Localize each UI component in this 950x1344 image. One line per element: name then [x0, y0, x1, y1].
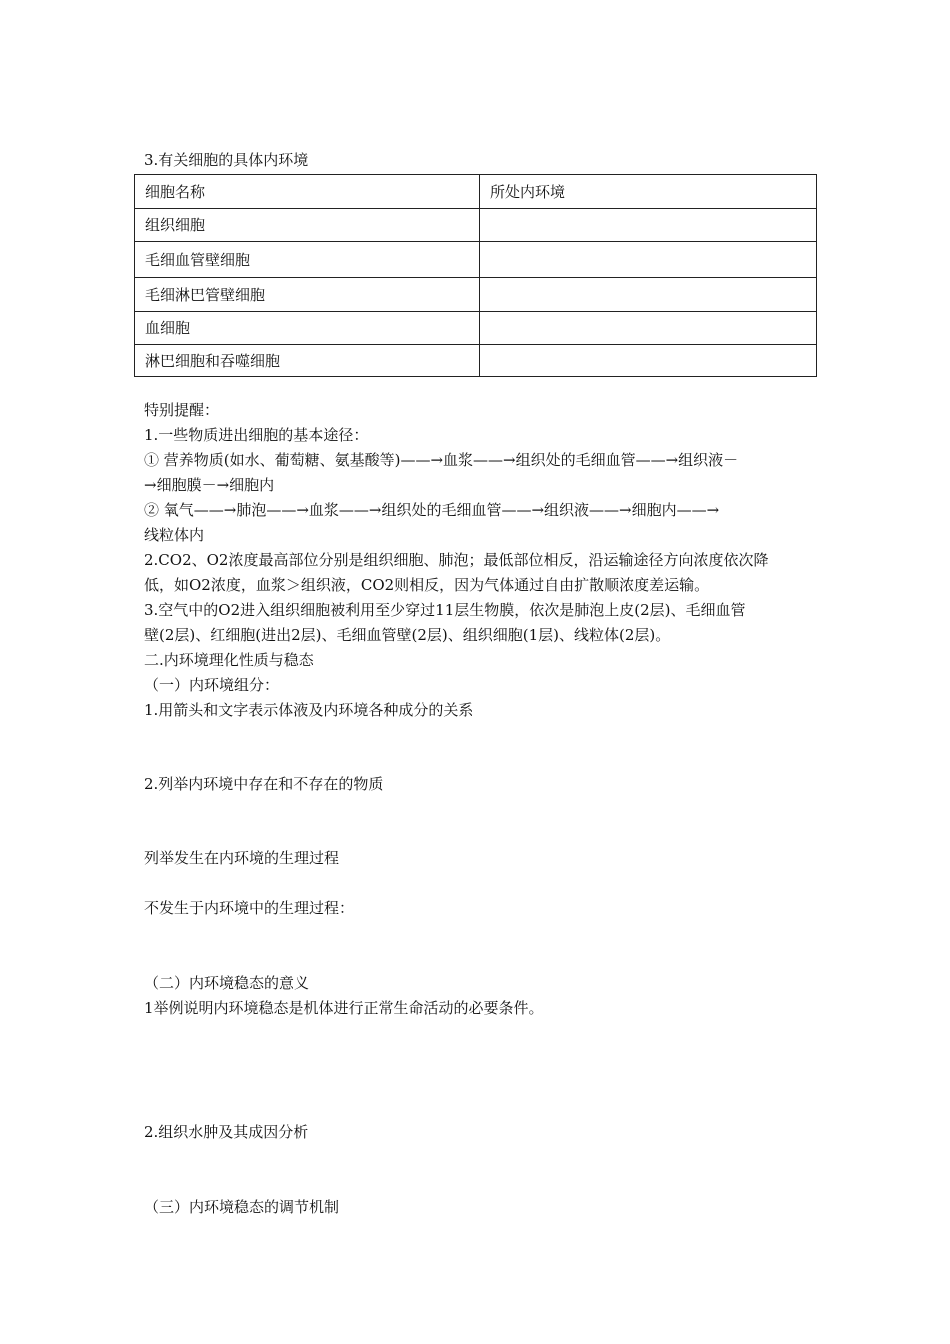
- tips-pathway: ② 氧气——→肺泡——→血浆——→组织处的毛细血管——→组织液——→细胞内——→: [144, 501, 720, 519]
- table-cell: [480, 345, 817, 377]
- tips-heading: 特别提醒：: [144, 401, 220, 419]
- table-cell: 血细胞: [135, 312, 480, 345]
- table-cell: 淋巴细胞和吞噬细胞: [135, 345, 480, 377]
- table-cell: [480, 278, 817, 312]
- cell-environment-table: [134, 174, 817, 377]
- tips-paragraph: 2.CO2、O2浓度最高部位分别是组织细胞、肺泡；最低部位相反，沿运输途径方向浓度依次降: [144, 551, 769, 569]
- question: 1.用箭头和文字表示体液及内环境各种成分的关系: [144, 701, 474, 719]
- tips-pathway: 线粒体内: [144, 526, 205, 544]
- table-cell: [480, 209, 817, 242]
- question: 不发生于内环境中的生理过程：: [144, 899, 355, 917]
- table-cell: [480, 312, 817, 345]
- tips-pathway: →细胞膜－→细胞内: [144, 476, 275, 494]
- table-row: [135, 312, 817, 345]
- table-row: [135, 345, 817, 377]
- table-row: [135, 278, 817, 312]
- subsection-title: （一）内环境组分：: [144, 676, 280, 694]
- table-cell: 毛细淋巴管壁细胞: [135, 278, 480, 312]
- tips-paragraph: 壁(2层)、红细胞(进出2层)、毛细血管壁(2层)、组织细胞(1层)、线粒体(2层)。: [144, 626, 671, 644]
- tips-pathway: ① 营养物质(如水、葡萄糖、氨基酸等)——→血浆——→组织处的毛细血管——→组织液－: [144, 451, 739, 469]
- question: 2.列举内环境中存在和不存在的物质: [144, 775, 384, 793]
- tips-paragraph: 低，如O2浓度，血浆＞组织液，CO2则相反，因为气体通过自由扩散顺浓度差运输。: [144, 576, 710, 594]
- table-row: [135, 242, 817, 278]
- table-header-cell: 所处内环境: [480, 175, 817, 209]
- subsection-title: （二）内环境稳态的意义: [144, 974, 310, 992]
- question: 列举发生在内环境的生理过程: [144, 849, 340, 867]
- section2-title: 二.内环境理化性质与稳态: [144, 651, 314, 669]
- table-cell: 组织细胞: [135, 209, 480, 242]
- question: 1举例说明内环境稳态是机体进行正常生命活动的必要条件。: [144, 999, 544, 1017]
- table-row: [135, 209, 817, 242]
- section3-title: 3.有关细胞的具体内环境: [144, 151, 309, 169]
- tips-paragraph: 1.一些物质进出细胞的基本途径：: [144, 426, 369, 444]
- table-cell: [480, 242, 817, 278]
- table-cell: 毛细血管壁细胞: [135, 242, 480, 278]
- table-header-row: [135, 175, 817, 209]
- subsection-title: （三）内环境稳态的调节机制: [144, 1198, 340, 1216]
- question: 2.组织水肿及其成因分析: [144, 1123, 309, 1141]
- tips-paragraph: 3.空气中的O2进入组织细胞被利用至少穿过11层生物膜，依次是肺泡上皮(2层)、毛细血管: [144, 601, 746, 619]
- table-header-cell: 细胞名称: [135, 175, 480, 209]
